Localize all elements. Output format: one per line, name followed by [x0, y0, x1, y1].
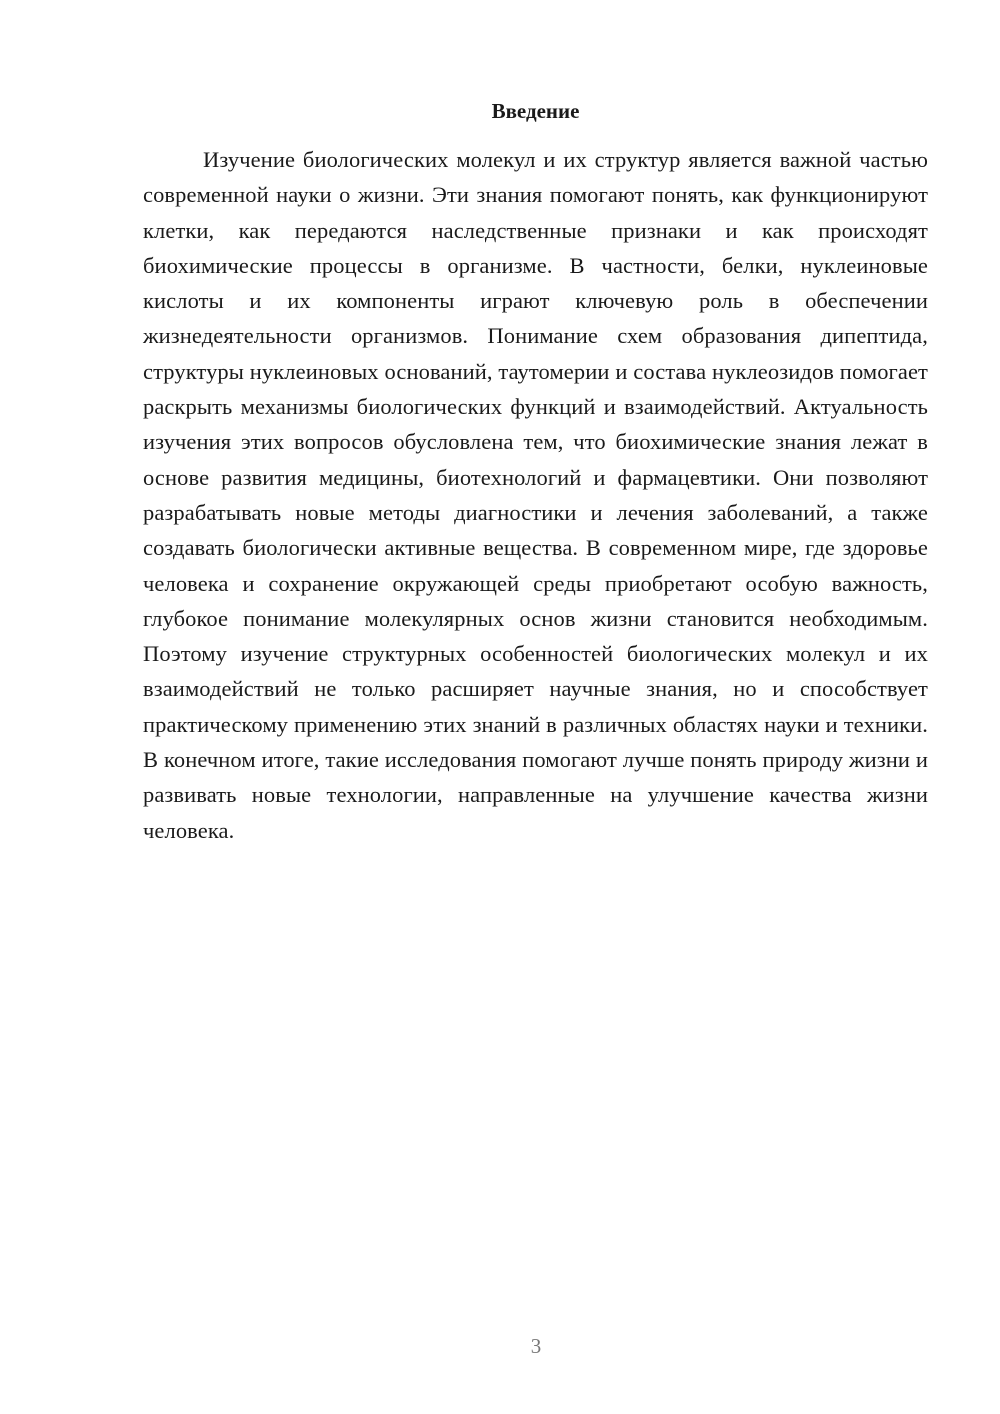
section-heading: Введение [491, 99, 580, 123]
introduction-paragraph: Изучение биологических молекул и их структур является важной частью современной науки о жизни. Эти знания помогают понять, как функционируют клетки, как передаются наследственные признаки и как происходят биохимические процессы в организме. В частности, белки, нуклеиновые кислоты и их компоненты играют ключевую роль в обеспечении жизнедеятельности организмов. Понимание схем образования дипептида, структуры нуклеиновых оснований, таутомерии и состава нуклеозидов помогает раскрыть механизмы биологических функций и взаимодействий. Актуальность изучения этих вопросов обусловлена тем, что биохимические знания лежат в основе развития медицины, биотехнологий и фармацевтики. Они позволяют разрабатывать новые методы диагностики и лечения заболеваний, а также создавать биологически активные вещества. В современном мире, где здоровье человека и сохранение окружающей среды приобретают особую важность, глубокое понимание молекулярных основ жизни становится необходимым. Поэтому изучение структурных особенностей биологических молекул и их взаимодействий не только расширяет научные знания, но и способствует практическому применению этих знаний в различных областях науки и техники. В конечном итоге, такие исследования помогают лучше понять природу жизни и развивать новые технологии, направленные на улучшение качества жизни человека. [143, 147, 928, 843]
page-number: 3 [530, 1334, 542, 1358]
